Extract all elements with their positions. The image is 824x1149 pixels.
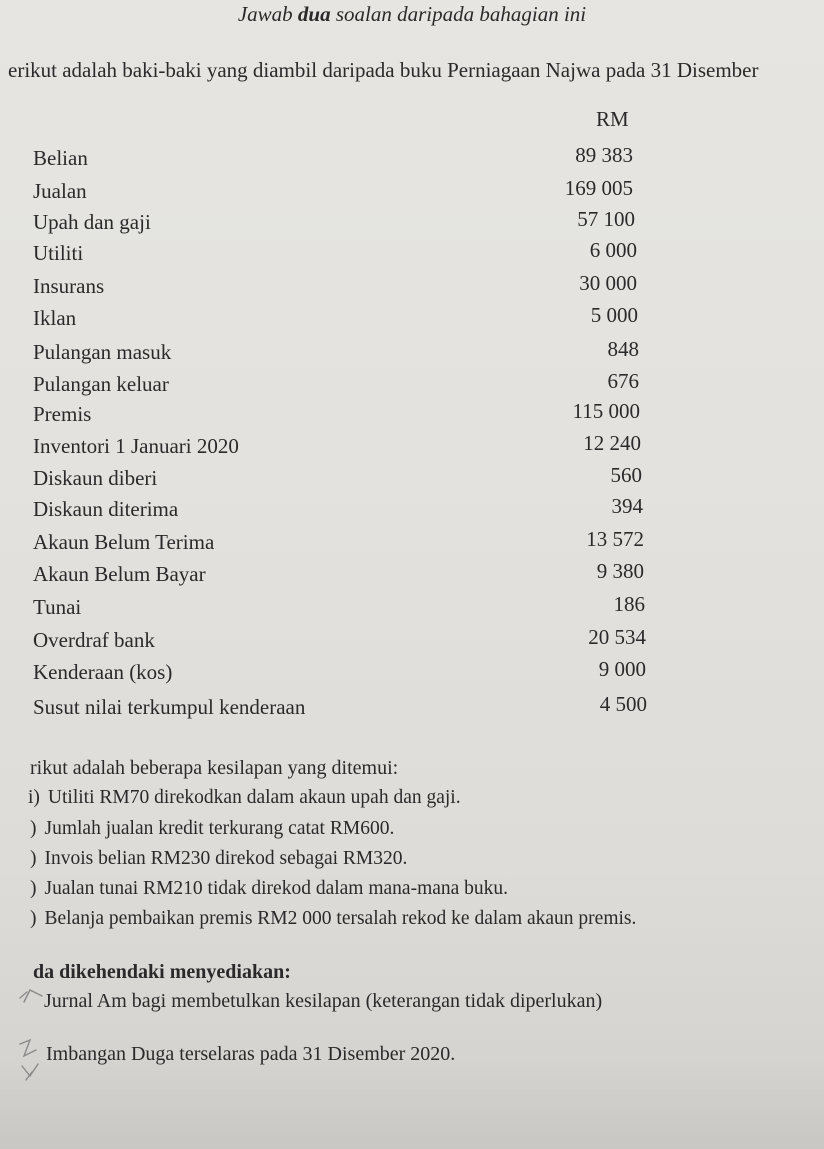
balance-amount: 9 380 [596, 559, 644, 583]
balance-label: Belian [33, 146, 88, 170]
error-text: Jumlah jualan kredit terkurang catat RM600. [44, 818, 395, 839]
balance-label: Upah dan gaji [33, 210, 151, 234]
error-text: Belanja pembaikan premis RM2 000 tersalah rekod ke dalam akaun premis. [44, 908, 637, 929]
balance-amount: 5 000 [590, 303, 638, 327]
pencil-tick-mark-icon [16, 1036, 44, 1084]
balance-amount: 30 000 [579, 271, 637, 295]
balance-amount: 394 [611, 494, 643, 518]
balance-label: Kenderaan (kos) [33, 660, 173, 684]
error-text: Utiliti RM70 direkodkan dalam akaun upah dan gaji. [47, 787, 461, 808]
balance-label: Jualan [33, 179, 87, 203]
balance-amount: 169 005 [564, 176, 633, 200]
balance-label: Inventori 1 Januari 2020 [33, 434, 239, 458]
balance-label: Tunai [33, 595, 82, 619]
balance-label: Pulangan keluar [33, 372, 169, 396]
balance-label: Iklan [33, 306, 77, 330]
pencil-tick-mark-icon [18, 986, 46, 1006]
error-marker: ) [30, 878, 37, 899]
balance-amount: 186 [613, 592, 645, 616]
error-marker: i) [28, 787, 40, 808]
errors-intro: rikut adalah beberapa kesilapan yang ditemui: [30, 757, 399, 779]
balance-label: Pulangan masuk [33, 340, 172, 364]
balance-amount: 13 572 [586, 527, 644, 551]
balance-amount: 848 [607, 337, 639, 361]
currency-header: RM [596, 107, 629, 131]
error-marker: ) [30, 848, 37, 869]
error-text: Jualan tunai RM210 tidak direkod dalam mana-mana buku. [44, 878, 509, 899]
requirements-heading: da dikehendaki menyediakan: [33, 961, 291, 983]
error-item [28, 787, 461, 809]
intro-text: erikut adalah baki-baki yang diambil daripada buku Perniagaan Najwa pada 31 Disember [8, 58, 759, 82]
balance-label: Utiliti [33, 241, 84, 265]
balance-amount: 89 383 [575, 143, 633, 167]
error-text: Invois belian RM230 direkod sebagai RM320. [44, 848, 408, 869]
balance-amount: 4 500 [599, 692, 647, 716]
error-marker: ) [30, 818, 37, 839]
balance-label: Overdraf bank [33, 628, 155, 652]
balance-label: Susut nilai terkumpul kenderaan [33, 695, 306, 719]
section-instruction: Jawab dua soalan daripada bahagian ini [237, 2, 587, 26]
balance-amount: 9 000 [598, 657, 646, 681]
error-item [30, 818, 394, 840]
balance-label: Diskaun diberi [33, 466, 158, 490]
balance-label: Diskaun diterima [33, 497, 179, 521]
balance-amount: 6 000 [589, 238, 637, 262]
balance-amount: 676 [607, 369, 639, 393]
balance-label: Akaun Belum Terima [33, 530, 215, 554]
balance-amount: 20 534 [588, 625, 646, 649]
balance-label: Premis [33, 402, 92, 426]
balance-label: Insurans [33, 274, 105, 298]
balance-amount: 560 [610, 463, 642, 487]
error-item [30, 878, 508, 900]
balance-amount: 12 240 [583, 431, 641, 455]
balance-label: Akaun Belum Bayar [33, 562, 206, 586]
error-marker: ) [30, 908, 37, 929]
balance-amount: 57 100 [577, 207, 635, 231]
error-item [30, 908, 636, 930]
requirement-item: Jurnal Am bagi membetulkan kesilapan (keterangan tidak diperlukan) [44, 990, 603, 1012]
requirement-item: Imbangan Duga terselaras pada 31 Disember 2020. [46, 1043, 456, 1065]
error-item [30, 848, 407, 870]
balance-amount: 115 000 [572, 399, 640, 423]
